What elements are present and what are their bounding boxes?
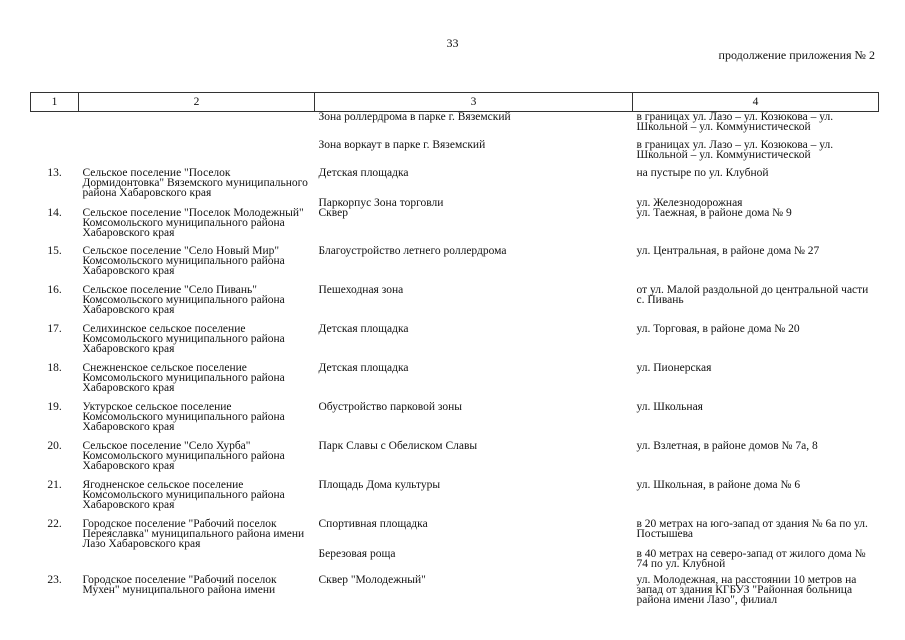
table-row (31, 519, 879, 575)
object-cell (315, 363, 633, 402)
column-header-4: 4 (633, 93, 879, 112)
object-name: Парк Славы с Обелиском Славы (318, 439, 478, 452)
object-cell (315, 324, 633, 363)
object-cell (315, 402, 633, 441)
row-number: 18. (47, 361, 62, 374)
row-number: 21. (47, 478, 62, 491)
table-row (31, 324, 879, 363)
object-location: ул. Взлетная, в районе домов № 7а, 8 (636, 439, 818, 452)
object-location: от ул. Малой раздольной до центральной части с. Пивань (636, 283, 869, 306)
table-header-row (31, 93, 879, 112)
appendix-table (30, 92, 879, 615)
location-cell (633, 402, 879, 441)
settlement-name (79, 140, 315, 168)
row-number: 16. (47, 283, 62, 296)
object-name: Пешеходная зона (318, 283, 404, 296)
object-location: ул. Школьная (636, 400, 703, 413)
object-location: ул. Торговая, в районе дома № 20 (636, 322, 800, 335)
row-number (31, 140, 79, 168)
settlement-name: Сельское поселение "Поселок Молодежный" Комсомольского муниципального района Хабаровского края (82, 206, 304, 239)
location-cell (633, 324, 879, 363)
table-row (31, 112, 879, 140)
row-number: 20. (47, 439, 62, 452)
object-cell (315, 208, 633, 246)
row-number: 15. (47, 244, 62, 257)
object-name: Зона роллердрома в парке г. Вяземский (318, 111, 511, 123)
object-name: Детская площадка (318, 322, 409, 335)
object-cell (315, 112, 633, 140)
object-location: ул. Молодежная, на расстоянии 10 метров на запад от здания КГБУЗ "Районная больница района имени Лазо", филиал (636, 573, 857, 606)
object-name: Сквер (318, 206, 348, 219)
object-name: Детская площадка (318, 166, 409, 179)
object-location: на пустыре по ул. Клубной (636, 166, 769, 179)
location-cell (633, 519, 879, 575)
table-row (31, 480, 879, 519)
column-header-2: 2 (79, 93, 315, 112)
location-cell (633, 246, 879, 285)
object-cell (315, 575, 633, 615)
row-number: 22. (47, 517, 62, 530)
location-cell (633, 480, 879, 519)
object-name: Паркорпус Зона торговли (318, 196, 444, 209)
object-name: Спортивная площадка (318, 517, 428, 530)
table-row (31, 441, 879, 480)
location-cell (633, 168, 879, 208)
location-cell (633, 441, 879, 480)
object-location: ул. Школьная, в районе дома № 6 (636, 478, 801, 491)
object-location: в 40 метрах на северо-запад от жилого дома № 74 по ул. Клубной (636, 547, 866, 570)
table-row (31, 140, 879, 168)
settlement-name: Уктурское сельское поселение Комсомольского муниципального района Хабаровского края (82, 400, 285, 433)
row-number: 13. (47, 166, 62, 179)
table-row (31, 246, 879, 285)
object-location: ул. Пионерская (636, 361, 712, 374)
settlement-name: Ягодненское сельское поселение Комсомольского муниципального района Хабаровского края (82, 478, 285, 511)
object-name: Березовая роща (318, 547, 396, 560)
row-number: 19. (47, 400, 62, 413)
location-cell (633, 140, 879, 168)
object-name: Зона воркаут в парке г. Вяземский (318, 138, 486, 151)
column-header-1: 1 (31, 93, 79, 112)
object-name: Благоустройство летнего роллердрома (318, 244, 507, 257)
object-cell (315, 246, 633, 285)
column-header-3: 3 (315, 93, 633, 112)
settlement-name: Снежненское сельское поселение Комсомольского муниципального района Хабаровского края (82, 361, 285, 394)
object-name: Площадь Дома культуры (318, 478, 441, 491)
object-location: в границах ул. Лазо – ул. Козюкова – ул. Школьной – ул. Коммунистической (636, 138, 834, 161)
location-cell (633, 363, 879, 402)
object-location: ул. Таежная, в районе дома № 9 (636, 206, 792, 219)
settlement-name: Сельское поселение "Село Новый Мир" Комсомольского муниципального района Хабаровского края (82, 244, 285, 277)
object-location: ул. Железнодорожная (636, 196, 743, 209)
table-body (31, 112, 879, 615)
object-location: в границах ул. Лазо – ул. Козюкова – ул. Школьной – ул. Коммунистической (636, 111, 834, 133)
row-number: 14. (47, 206, 62, 219)
location-cell (633, 285, 879, 324)
settlement-name: Сельское поселение "Село Пивань" Комсомольского муниципального района Хабаровского края (82, 283, 285, 316)
table-row (31, 402, 879, 441)
object-cell (315, 285, 633, 324)
table-row (31, 575, 879, 615)
settlement-name: Селихинское сельское поселение Комсомольского муниципального района Хабаровского края (82, 322, 285, 355)
settlement-name: Городское поселение "Рабочий поселок Переяславка" муниципального района имени Лазо Хабаровского края (82, 517, 305, 550)
table-row (31, 168, 879, 208)
object-name: Обустройство парковой зоны (318, 400, 462, 413)
object-location: в 20 метрах на юго-запад от здания № 6а по ул. Постышева (636, 517, 868, 540)
table-row (31, 285, 879, 324)
object-location: ул. Центральная, в районе дома № 27 (636, 244, 820, 257)
object-cell (315, 519, 633, 575)
object-cell (315, 480, 633, 519)
table-row (31, 363, 879, 402)
settlement-name (79, 112, 315, 140)
settlement-name: Сельское поселение "Село Хурба" Комсомольского муниципального района Хабаровского края (82, 439, 285, 472)
location-cell (633, 575, 879, 615)
object-name: Сквер "Молодежный" (318, 573, 426, 586)
table-row (31, 208, 879, 246)
row-number: 23. (47, 573, 62, 586)
row-number (31, 112, 79, 140)
object-cell (315, 140, 633, 168)
row-number: 17. (47, 322, 62, 335)
object-name: Детская площадка (318, 361, 409, 374)
location-cell (633, 208, 879, 246)
object-cell (315, 441, 633, 480)
object-cell (315, 168, 633, 208)
location-cell (633, 112, 879, 140)
continuation-label: продолжение приложения № 2 (718, 48, 875, 62)
settlement-name: Городское поселение "Рабочий поселок Мухен" муниципального района имени (82, 573, 277, 596)
page-number: 33 (446, 36, 459, 50)
settlement-name: Сельское поселение "Поселок Дормидонтовка" Вяземского муниципального района Хабаровского края (82, 166, 308, 199)
